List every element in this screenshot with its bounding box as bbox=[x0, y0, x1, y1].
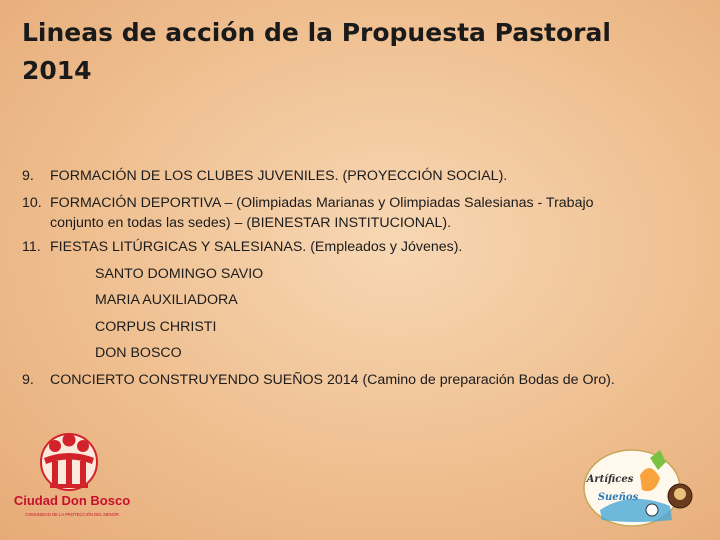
title-line-1: Lineas de acción de la Propuesta Pastoral bbox=[22, 18, 611, 47]
logo-text-line-1: Artífices bbox=[586, 474, 634, 485]
item-number: 9. bbox=[22, 371, 34, 388]
item-number: 11. bbox=[22, 239, 41, 255]
festivity-item: CORPUS CHRISTI bbox=[95, 318, 217, 335]
item-number: 10. bbox=[22, 194, 42, 211]
item-number: 9. bbox=[22, 168, 34, 184]
title-line-2: 2014 bbox=[22, 56, 92, 85]
artifices-suenos-logo bbox=[580, 440, 695, 530]
festivity-item: SANTO DOMINGO SAVIO bbox=[95, 265, 264, 282]
item-text: FORMACIÓN DEPORTIVA – (Olimpiadas Marianas y Olimpiadas Salesianas - Trabajo bbox=[50, 194, 594, 211]
ciudad-don-bosco-logo bbox=[14, 428, 134, 520]
logo-text-line-2: Sueños bbox=[597, 492, 639, 503]
list-item bbox=[22, 163, 692, 190]
item-text: FIESTAS LITÚRGICAS Y SALESIANAS. (Empleados y Jóvenes). bbox=[50, 239, 463, 255]
logo-name: Ciudad Don Bosco bbox=[14, 493, 131, 508]
festivity-item: DON BOSCO bbox=[95, 345, 182, 361]
item-text: CONCIERTO CONSTRUYENDO SUEÑOS 2014 (Camino de preparación Bodas de Oro). bbox=[50, 371, 615, 388]
action-lines-list bbox=[22, 163, 692, 393]
list-item bbox=[22, 234, 692, 261]
item-text: FORMACIÓN DE LOS CLUBES JUVENILES. (PROYECCIÓN SOCIAL). bbox=[50, 168, 508, 184]
ciudad-don-bosco-emblem-icon bbox=[14, 428, 134, 520]
list-item bbox=[22, 367, 692, 394]
festivity-item: MARIA AUXILIADORA bbox=[95, 292, 238, 308]
item-continuation: conjunto en todas las sedes) – (BIENESTAR INSTITUCIONAL). bbox=[50, 215, 452, 231]
logo-tagline: COMUNIDAD DE LA PROTECCIÓN DEL MENOR bbox=[25, 512, 119, 517]
slide-title bbox=[22, 14, 642, 90]
artifices-suenos-emblem-icon bbox=[580, 440, 695, 530]
